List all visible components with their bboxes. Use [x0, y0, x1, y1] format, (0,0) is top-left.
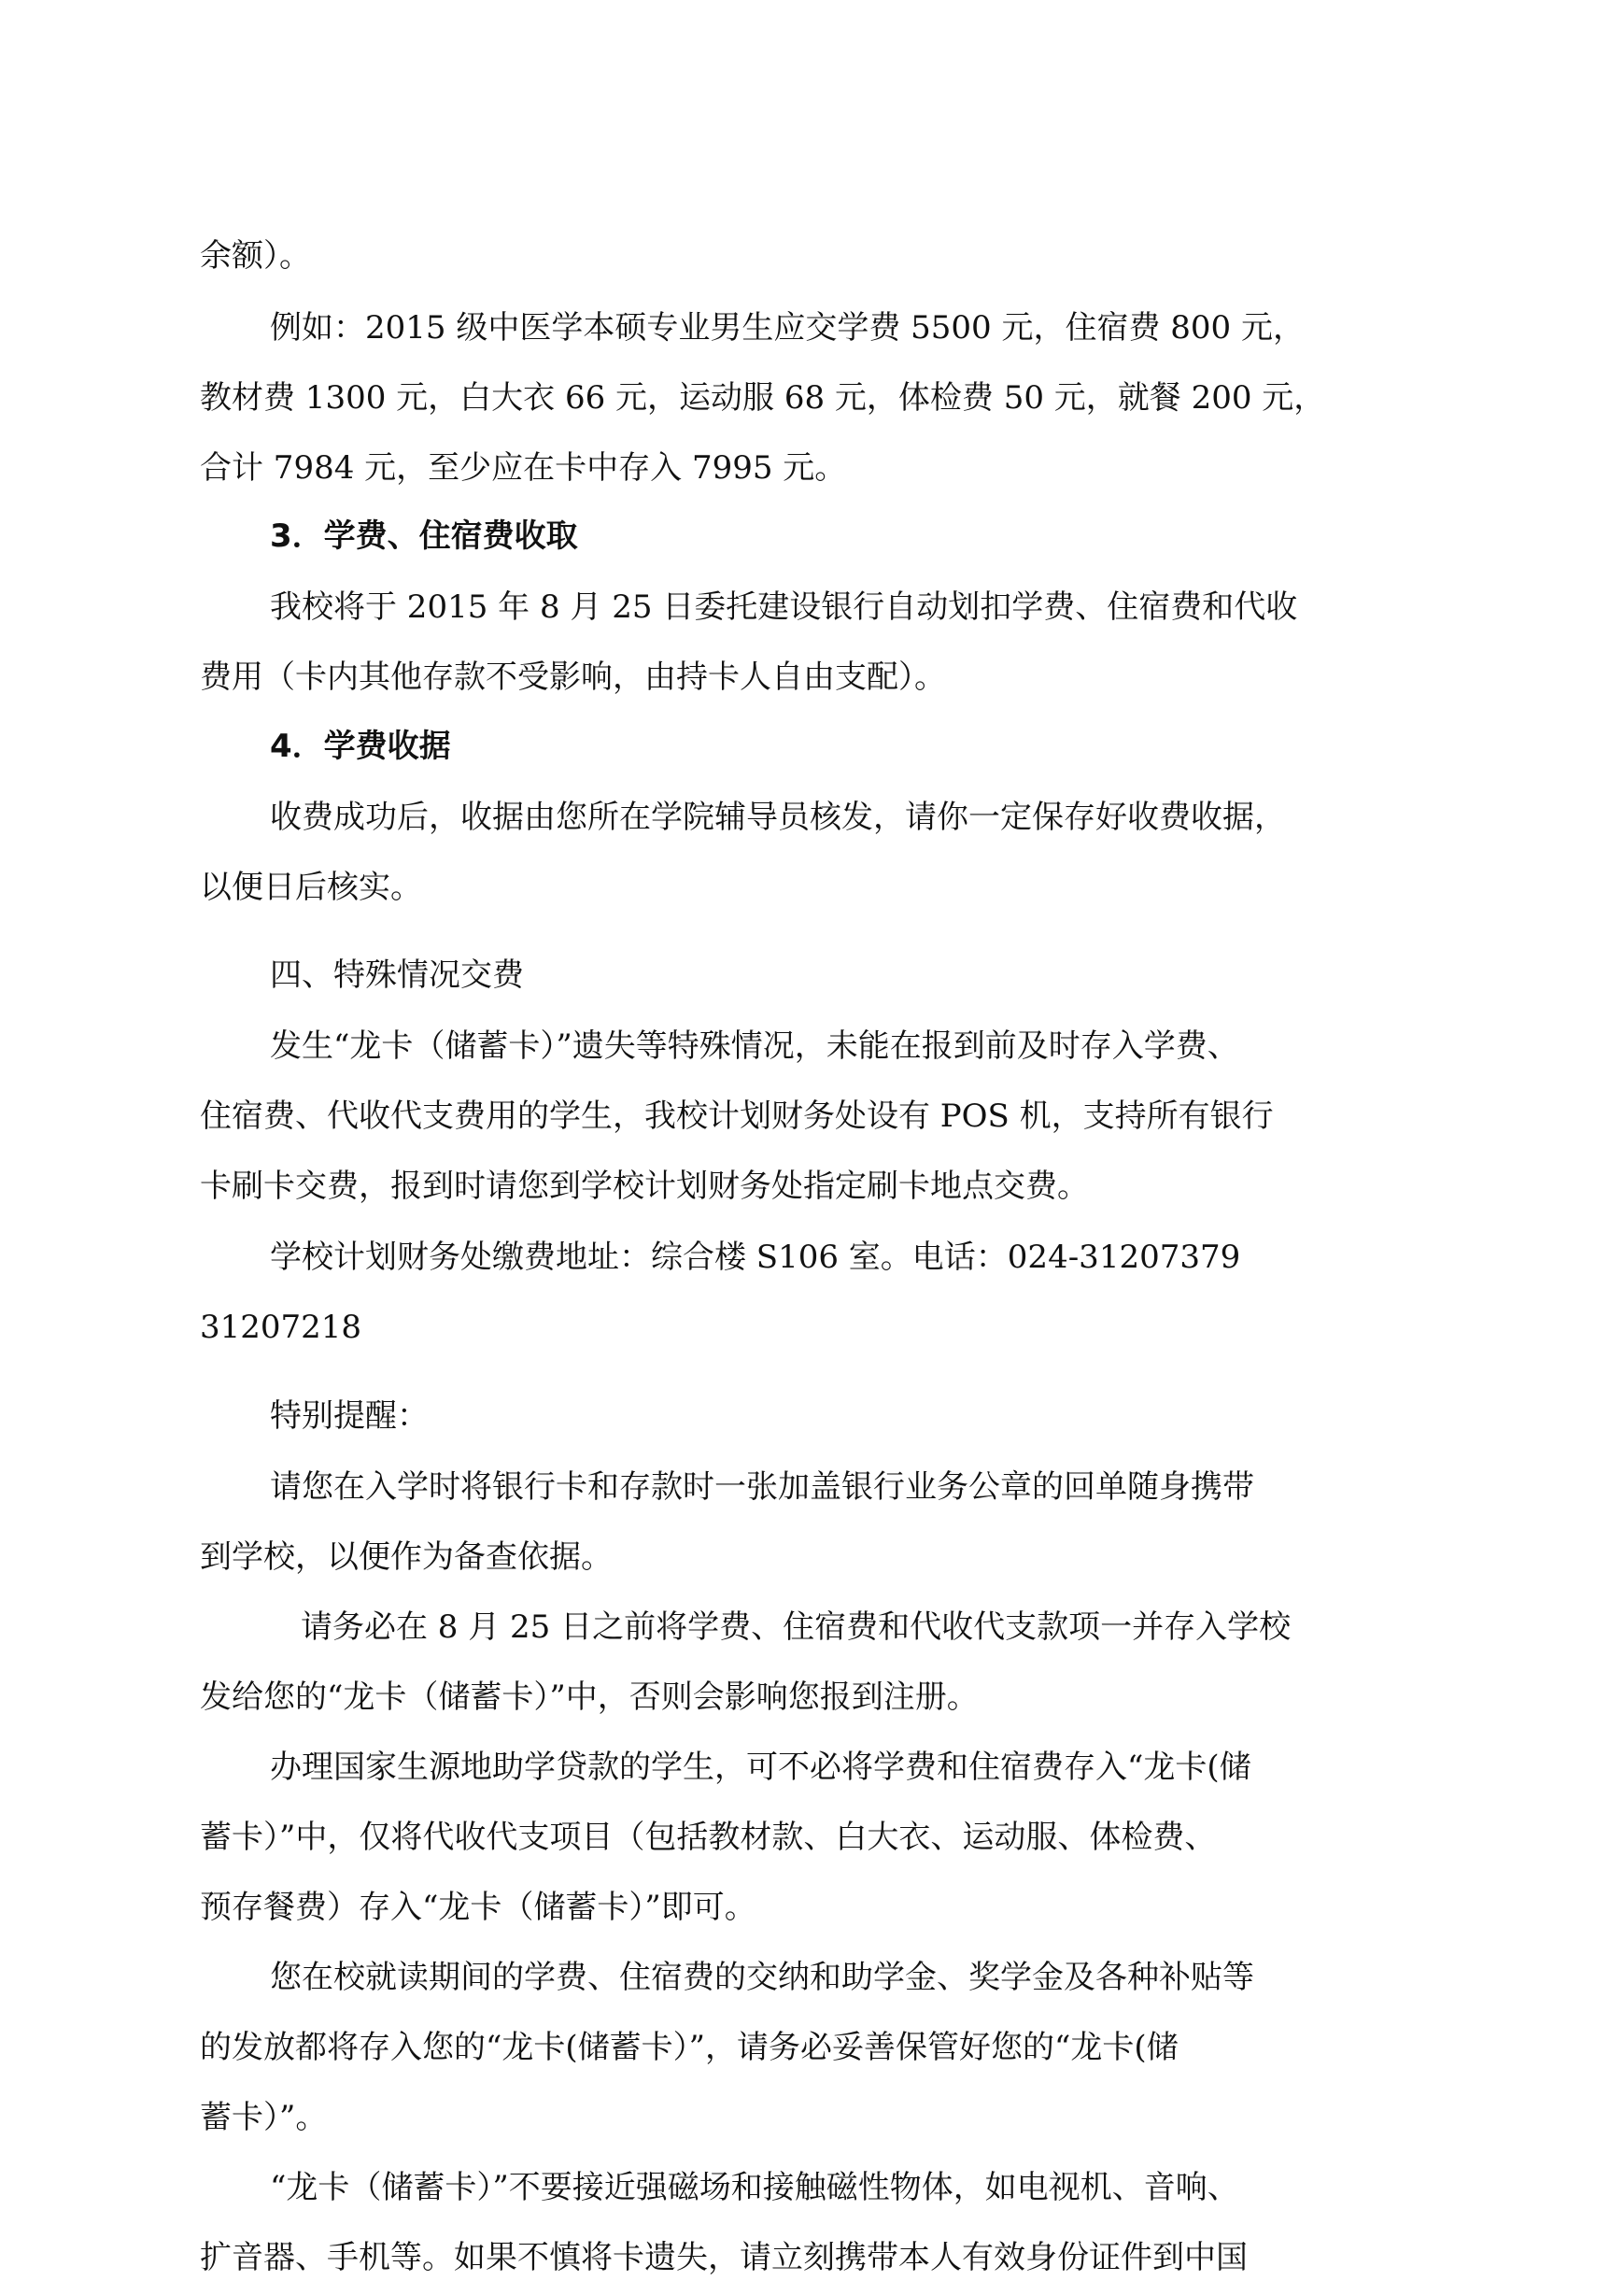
reminder-heading: 特别提醒： [270, 1397, 429, 1435]
text-line: 余额）。 [200, 237, 311, 275]
text-line: 请您在入学时将银行卡和存款时一张加盖银行业务公章的回单随身携带 [270, 1468, 1254, 1506]
section-heading: 四、特殊情况交费 [270, 956, 524, 994]
text-line: 例如：2015 级中医学本硕专业男生应交学费 5500 元，住宿费 800 元， [270, 309, 1305, 347]
text-line: 费用（卡内其他存款不受影响，由持卡人自由支配）。 [200, 659, 946, 696]
text-line: “龙卡（储蓄卡）”不要接近强磁场和接触磁性物体，如电视机、音响、 [270, 2169, 1239, 2206]
text-line: 发生“龙卡（储蓄卡）”遗失等特殊情况，未能在报到前及时存入学费、 [270, 1027, 1239, 1065]
text-line: 以便日后核实。 [200, 869, 422, 906]
text-line: 住宿费、代收代支费用的学生，我校计划财务处设有 POS 机，支持所有银行 [200, 1098, 1274, 1135]
text-line: 您在校就读期间的学费、住宿费的交纳和助学金、奖学金及各种补贴等 [270, 1959, 1254, 1996]
text-line: 31207218 [200, 1309, 362, 1346]
text-line: 到学校，以便作为备查依据。 [200, 1538, 613, 1576]
text-line: 预存餐费）存入“龙卡（储蓄卡）”即可。 [200, 1889, 756, 1926]
text-line: 办理国家生源地助学贷款的学生，可不必将学费和住宿费存入“龙卡(储 [270, 1749, 1251, 1786]
text-line: 合计 7984 元，至少应在卡中存入 7995 元。 [200, 449, 847, 487]
text-line: 扩音器、手机等。如果不慎将卡遗失，请立刻携带本人有效身份证件到中国 [200, 2239, 1248, 2276]
text-line: 蓄卡）”中，仅将代收代支项目（包括教材款、白大衣、运动服、体检费、 [200, 1819, 1217, 1856]
text-line: 请务必在 8 月 25 日之前将学费、住宿费和代收代支款项一并存入学校 [301, 1608, 1292, 1646]
text-line: 发给您的“龙卡（储蓄卡）”中，否则会影响您报到注册。 [200, 1679, 979, 1716]
text-line: 教材费 1300 元，白大衣 66 元，运动服 68 元，体检费 50 元，就餐 200 元， [200, 379, 1326, 417]
text-line: 收费成功后，收据由您所在学院辅导员核发，请你一定保存好收费收据， [270, 799, 1286, 836]
section-heading: 4．学费收据 [270, 728, 451, 765]
text-line: 学校计划财务处缴费地址：综合楼 S106 室。电话：024-31207379 [270, 1239, 1241, 1276]
text-line: 蓄卡）”。 [200, 2099, 328, 2136]
text-line: 我校将于 2015 年 8 月 25 日委托建设银行自动划扣学费、住宿费和代收 [270, 588, 1298, 626]
section-heading: 3．学费、住宿费收取 [270, 517, 578, 555]
text-line: 卡刷卡交费，报到时请您到学校计划财务处指定刷卡地点交费。 [200, 1168, 1089, 1205]
text-line: 的发放都将存入您的“龙卡(储蓄卡）”，请务必妥善保管好您的“龙卡(储 [200, 2029, 1179, 2066]
